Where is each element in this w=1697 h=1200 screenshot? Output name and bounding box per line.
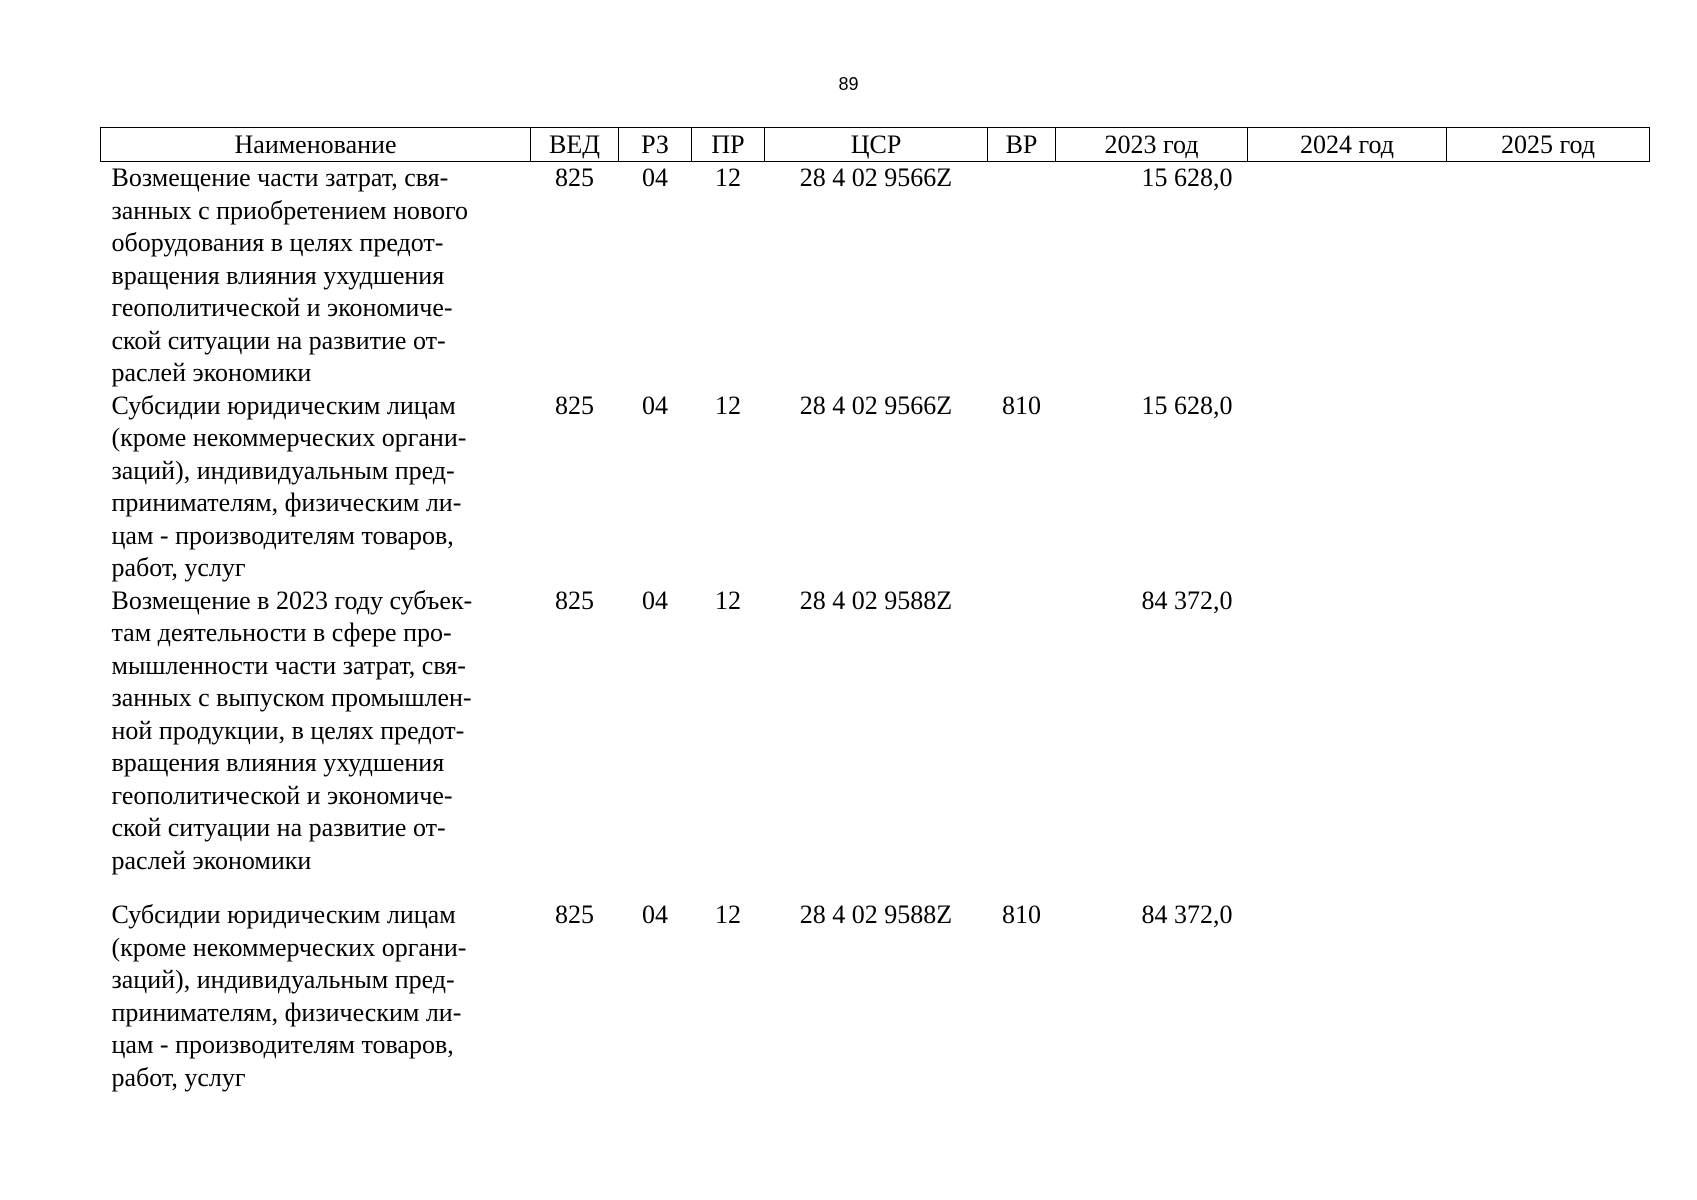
- name-line: вращения влияния ухудшения: [111, 260, 445, 290]
- page-number: 89: [838, 74, 859, 94]
- row-vr: [988, 162, 1056, 390]
- row-pr: 12: [715, 585, 741, 615]
- header-2025: 2025 год: [1447, 128, 1650, 162]
- name-line: заций), индивидуальным пред-: [111, 965, 455, 994]
- name-line: Субсидии юридическим лицам: [111, 900, 456, 929]
- row-rz: 04: [642, 163, 668, 192]
- table-row: [101, 585, 1650, 878]
- row-ved: 825: [555, 585, 594, 615]
- name-line: Возмещение в 2023 году субъек-: [111, 585, 473, 615]
- name-line: геополитической и экономиче-: [111, 780, 453, 810]
- row-name: [101, 162, 531, 390]
- name-line: работ, услуг: [111, 1062, 246, 1092]
- row-2024: [1248, 585, 1447, 878]
- header-name: Наименование: [101, 128, 531, 162]
- row-pr: 12: [715, 163, 741, 192]
- name-line: цам - производителям товаров,: [111, 520, 454, 550]
- row-2024: [1248, 390, 1447, 585]
- row-ved: 825: [555, 163, 594, 192]
- name-line: раслей экономики: [111, 358, 312, 387]
- header-csr: ЦСР: [765, 128, 988, 162]
- header-2023: 2023 год: [1056, 128, 1248, 162]
- table-row: [101, 162, 1650, 390]
- row-rz: 04: [642, 390, 668, 420]
- table-row: [101, 877, 1650, 1094]
- header-pr: ПР: [692, 128, 765, 162]
- row-vr: 810: [1002, 900, 1041, 929]
- name-line: занных с приобретением нового: [111, 195, 468, 225]
- row-2025: [1447, 390, 1650, 585]
- name-line: оборудования в целях предот-: [111, 228, 444, 257]
- row-pr: 12: [715, 390, 741, 420]
- header-rz: РЗ: [619, 128, 692, 162]
- name-line: Субсидии юридическим лицам: [111, 390, 456, 420]
- name-line: занных с выпуском промышлен-: [111, 683, 472, 712]
- row-name: [101, 585, 531, 878]
- header-2024: 2024 год: [1248, 128, 1447, 162]
- name-line: цам - производителям товаров,: [111, 1030, 454, 1059]
- name-line: геополитической и экономиче-: [111, 293, 453, 322]
- row-2023: 15 628,0: [1141, 390, 1233, 420]
- row-2025: [1447, 585, 1650, 878]
- row-vr: 810: [1002, 390, 1041, 420]
- header-ved: ВЕД: [531, 128, 619, 162]
- table-row: [101, 390, 1650, 585]
- row-pr: 12: [715, 900, 741, 929]
- table-header-row: [101, 128, 1650, 162]
- row-csr: 28 4 02 9588Z: [799, 900, 953, 929]
- name-line: раслей экономики: [111, 845, 312, 875]
- row-2024: [1248, 162, 1447, 390]
- name-line: заций), индивидуальным пред-: [111, 455, 455, 485]
- row-2023: 15 628,0: [1141, 163, 1233, 192]
- name-line: Возмещение части затрат, свя-: [111, 163, 449, 192]
- name-line: принимателям, физическим ли-: [111, 997, 462, 1027]
- row-csr: 28 4 02 9566Z: [799, 390, 953, 420]
- row-2025: [1447, 877, 1650, 1094]
- row-ved: 825: [555, 390, 594, 420]
- row-2024: [1248, 877, 1447, 1094]
- row-vr: [988, 585, 1056, 878]
- row-rz: 04: [642, 585, 668, 615]
- row-rz: 04: [642, 900, 668, 929]
- name-line: мышленности части затрат, свя-: [111, 650, 466, 680]
- name-line: (кроме некоммерческих органи-: [111, 423, 467, 452]
- row-name: [101, 877, 531, 1094]
- name-line: ской ситуации на развитие от-: [111, 325, 446, 355]
- name-line: там деятельности в сфере про-: [111, 618, 452, 647]
- row-ved: 825: [555, 900, 594, 929]
- row-2023: 84 372,0: [1141, 900, 1233, 929]
- row-csr: 28 4 02 9566Z: [799, 163, 953, 192]
- row-name: [101, 390, 531, 585]
- name-line: (кроме некоммерческих органи-: [111, 932, 467, 962]
- row-2023: 84 372,0: [1141, 585, 1233, 615]
- header-vr: ВР: [988, 128, 1056, 162]
- name-line: работ, услуг: [111, 553, 246, 582]
- budget-table: [100, 127, 1650, 1094]
- row-2025: [1447, 162, 1650, 390]
- name-line: вращения влияния ухудшения: [111, 748, 445, 777]
- name-line: принимателям, физическим ли-: [111, 488, 462, 517]
- row-csr: 28 4 02 9588Z: [799, 585, 953, 615]
- name-line: ской ситуации на развитие от-: [111, 813, 446, 842]
- name-line: ной продукции, в целях предот-: [111, 715, 465, 745]
